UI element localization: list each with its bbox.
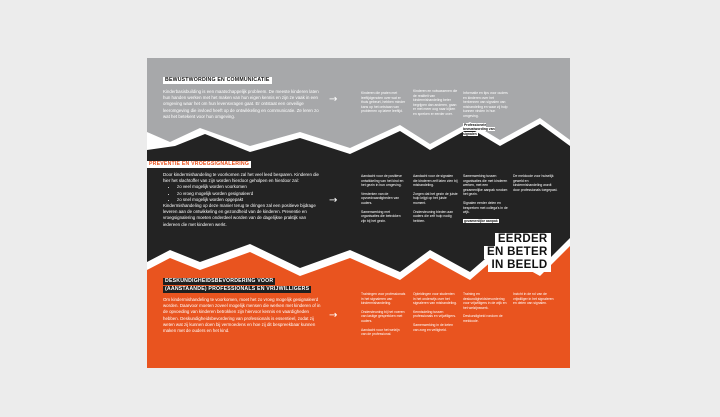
list-item: Kennisdeling tussen professionals en vrijwilligers. [413,309,456,319]
bullet-list [163,184,323,203]
list-item: Aandacht voor de positieve ontwikkeling van het kind en het gezin in hun omgeving. [361,174,404,188]
column-deskundigheid-4 [513,292,558,310]
section-heading-preventie: PREVENTIE EN VROEGSIGNALERING [149,161,250,167]
section-body-communicatie: Kinderbasisbuilding is een maatschappelijk probleem. De meeste kinderen laten hun handen werken met het maken van hun eigen kennis en zijn ze vaak in een omgeving waar het om hun levensvragen gaat. Er ontstaat een onveilige leeromgeving die invloed heeft op de ontwikkeling en communicatie. Ze leren zo wat het betekent voor hun omgeving. [163,89,319,119]
list-item: Opleidingen voor studenten in het onderwijs over het signaleren van mishandeling. [413,292,457,306]
column-deskundigheid-2 [413,292,458,336]
list-item: Trainingen voor professionals in het signaleren van kindermishandeling. [361,292,406,306]
list-item: Training en deskundigheidsbevordering voor vrijwilligers in de wijk en het welzijnswerk. [463,292,507,310]
list-item: Ondersteuning bij het voeren van lastige gesprekken met ouders. [361,309,405,323]
list-item: Kinderen en volwassenen die de realiteit van kindermishandeling beter begrijpen dan anderen, gaan er met meer oog naar kijken en spreken er eerder over. [413,89,458,116]
column-preventie-3 [463,174,508,227]
list-item: De meldcode voor huiselijk geweld en kindermishandeling wordt door professionals toegepast. [513,174,558,192]
list-item: • zo veel mogelijk worden voorkomen [177,184,323,190]
title-block [484,233,551,272]
section-heading-communicatie: BEWUSTWORDING EN COMMUNICATIE [165,77,270,83]
section-body-deskundigheid: Om kindermishandeling te voorkomen, moet het zo vroeg mogelijk gesignaleerd worden. Daarvoor moeten zoveel mogelijk mensen die werken met kinderen of in de opvoeding van kinderen betrokken zijn hiervoor kennis en vaardigheden hebben. Deskundigheidsbevordering van professionals is essentieel, zodat zij weten wat zij kunnen doen bij vermoedens en hoe zij dit bespreekbaar kunnen maken met de ouders en het kind. [163,297,321,334]
list-item: Zorgen dat het gezin de juiste hulp krijgt op het juiste moment. [413,191,458,205]
title-line: IN BEELD [488,259,550,272]
column-communicatie-2 [413,89,458,121]
list-item: Samenwerking met organisaties die betrokken zijn bij het gezin. [361,209,401,223]
arrow-right-icon: → [329,94,338,105]
list-item: Ondersteuning bieden aan ouders die zelf hulp nodig hebben. [413,209,453,223]
list-item: • zo snel mogelijk worden opgepakt [177,197,323,203]
column-communicatie-3 [463,91,508,140]
list-item: Signalen eerder delen en bespreken met collega's in de wijk. [463,200,508,215]
arrow-right-icon: → [329,310,338,321]
list-item: Informatie en tips voor ouders en kinderen over het herkennen van signalen van mishandeling en waar zij hulp kunnen vinden in hun omgeving. [463,91,508,118]
list-item: Samenwerking in de keten van zorg en veiligheid. [413,322,453,332]
column-deskundigheid-1 [361,292,406,341]
title-line: EN BETER [484,246,551,259]
list-item: • zo vroeg mogelijk worden gesignaleerd [177,191,323,197]
list-item: Aandacht voor het welzijn van de professional. [361,327,400,337]
column-communicatie-1 [361,91,406,118]
column-preventie-2 [413,174,458,227]
section-body-preventie: Door kindermishandeling te voorkomen zal het veel leed besparen. Kinderen die hier het slachtoffer van zijn worden hierdoor geholpen en hierdoor zal: • zo veel mogelijk worden voorkomen • zo vroeg mogelijk worden gesignaleerd • zo snel mogelijk worden opgepakt Kindermishandeling op deze manier terug te dringen zal een positieve bijdrage leveren aan de ontwikkeling en gezondheid van de kinderen. Preventie en vroegsignalering moeten onderdeel worden van de dagelijkse praktijk van iedereen die met kinderen werkt. [163,172,323,228]
list-item: Deskundigheid rondom de meldcode. [463,314,503,323]
list-item: Kinderen die praten met leeftijdgenoten over wat er thuis gebeurt, hebben minder kans op het ontstaan van problemen op latere leeftijd. [361,91,406,114]
list-item: Aandacht voor de signalen die kinderen zelf laten zien bij mishandeling. [413,174,458,188]
column-preventie-4 [513,174,558,196]
section-heading-deskundigheid-2: (AANSTAANDE) PROFESSIONALS EN VRIJWILLIGERS [165,286,310,292]
title-line: EERDER [495,233,551,246]
arrow-right-icon: → [329,195,338,206]
highlight-label: gezamenlijke aanpak [464,218,498,223]
section-heading-deskundigheid-1: DESKUNDIGHEIDSBEVORDERING VOOR [165,278,274,284]
list-item: Samenwerking tussen organisaties die met kinderen werken, met een gezamenlijke aanpak rondom het gezin. [463,174,508,197]
list-item: Inzicht in de rol van de vrijwilliger in het signaleren en delen van signalen. [513,292,554,306]
column-preventie-1 [361,174,406,227]
highlight-label: Professionele bewustwording van signalen [463,122,495,136]
column-deskundigheid-3 [463,292,508,328]
list-item: Versterken van de opvoedvaardigheden van ouders. [361,191,400,205]
